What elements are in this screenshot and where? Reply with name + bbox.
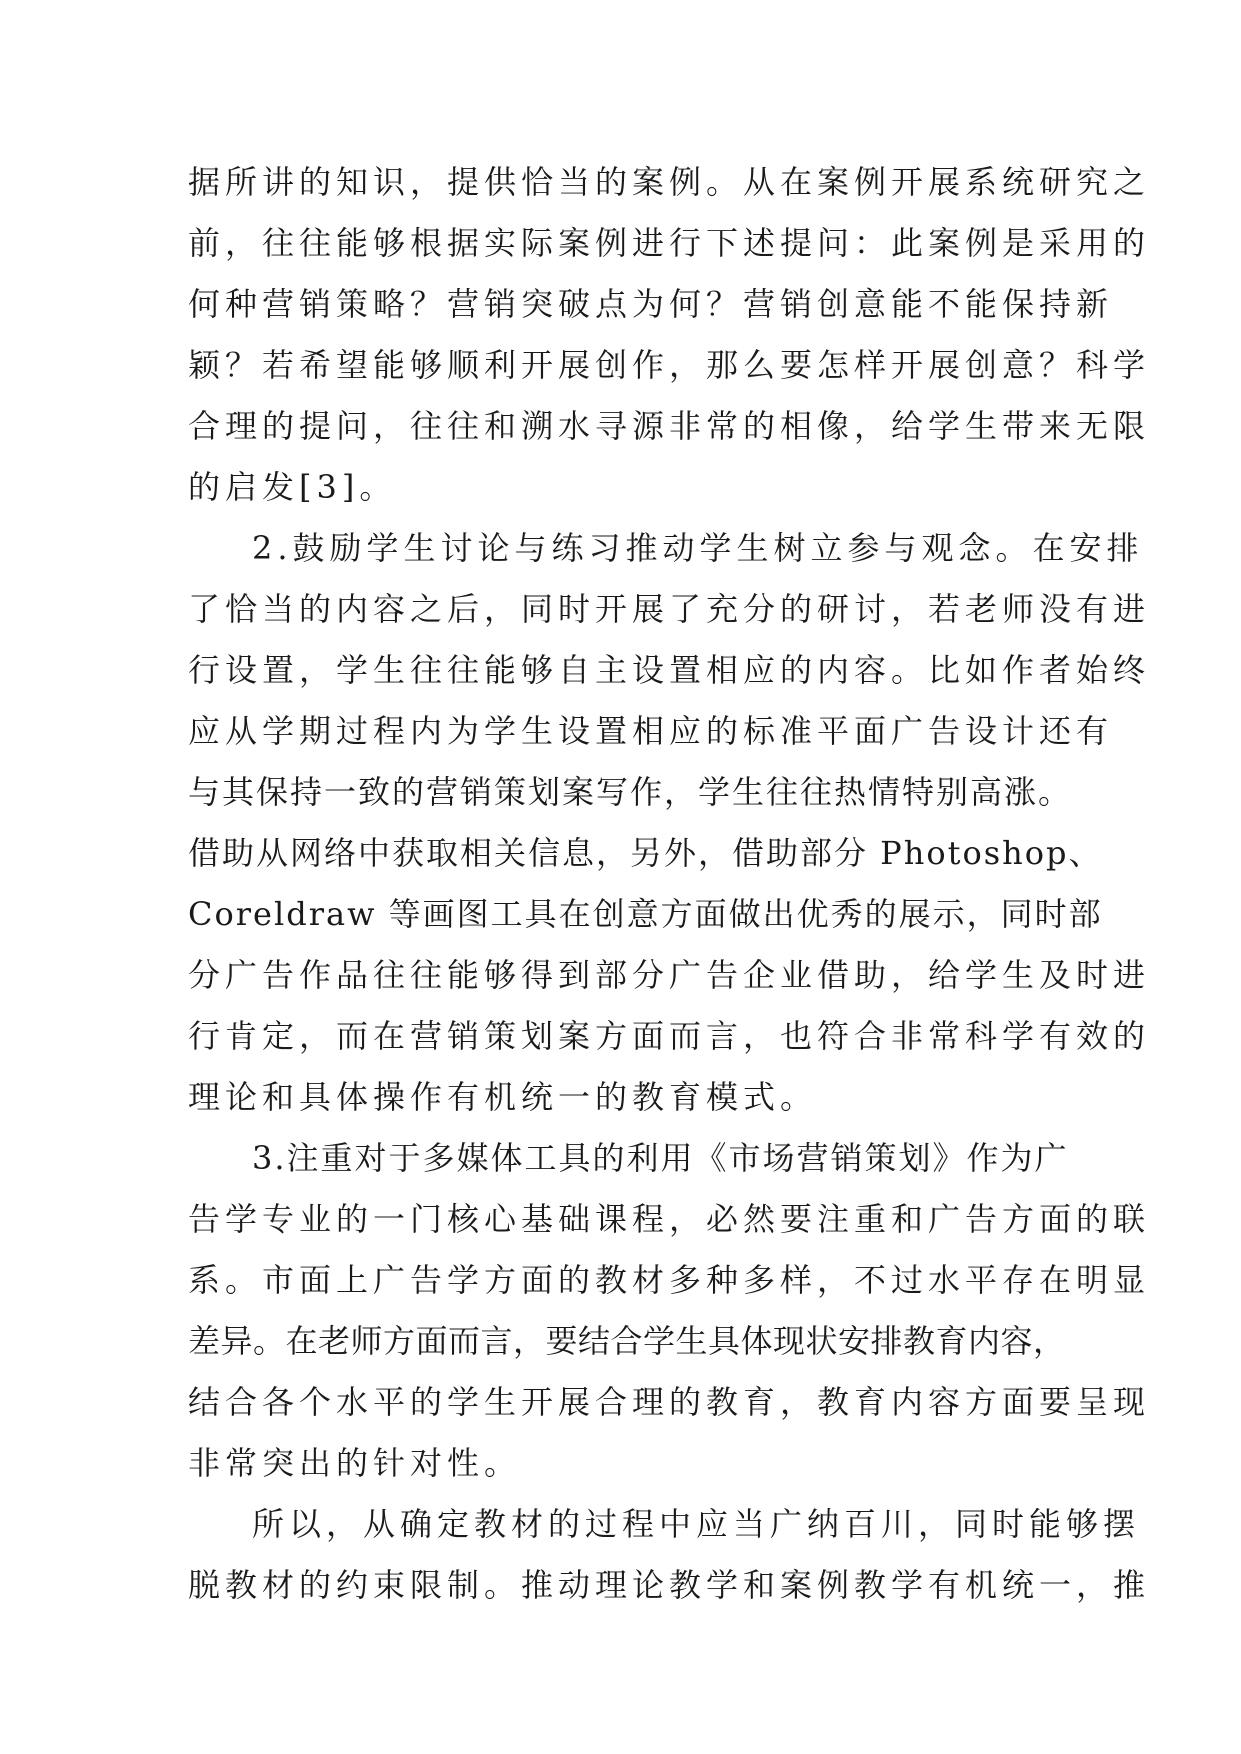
text-line: 何种营销策略？营销突破点为何？营销创意能不能保持新: [188, 285, 1114, 323]
text-line: 行肯定，而在营销策划案方面而言，也符合非常科学有效的: [188, 1017, 1151, 1055]
text-line: 系。市面上广告学方面的教材多种多样，不过水平存在明显: [188, 1261, 1151, 1299]
text-line: 非常突出的针对性。: [188, 1444, 522, 1482]
text-line: 据所讲的知识，提供恰当的案例。从在案例开展系统研究之: [188, 163, 1151, 201]
text-line: Coreldraw 等画图工具在创意方面做出优秀的展示，同时部: [188, 895, 1103, 933]
text-line: 的启发[3]。: [188, 468, 397, 506]
text-line: 结合各个水平的学生开展合理的教育，教育内容方面要呈现: [188, 1383, 1151, 1421]
text-line: 告学专业的一门核心基础课程，必然要注重和广告方面的联: [188, 1200, 1151, 1238]
text-line: 借助从网络中获取相关信息，另外，借助部分 Photoshop、: [188, 834, 1103, 872]
paragraph-start: 所以，从确定教材的过程中应当广纳百川，同时能够摆: [252, 1505, 1141, 1543]
text-line: 应从学期过程内为学生设置相应的标准平面广告设计还有: [188, 712, 1114, 750]
text-line: 颖？若希望能够顺利开展创作，那么要怎样开展创意？科学: [188, 346, 1151, 384]
text-line: 合理的提问，往往和溯水寻源非常的相像，给学生带来无限: [188, 407, 1151, 445]
text-line: 与其保持一致的营销策划案写作，学生往往热情特别高涨。: [188, 773, 1073, 811]
text-line: 分广告作品往往能够得到部分广告企业借助，给学生及时进: [188, 956, 1151, 994]
text-line: 了恰当的内容之后，同时开展了充分的研讨，若老师没有进: [188, 590, 1151, 628]
body-text: [188, 152, 1151, 1616]
paragraph-heading-2: 2.鼓励学生讨论与练习推动学生树立参与观念。在安排: [252, 529, 1144, 567]
text-line: 前，往往能够根据实际案例进行下述提问：此案例是采用的: [188, 224, 1151, 262]
paragraph-heading-3: 3.注重对于多媒体工具的利用《市场营销策划》作为广: [252, 1139, 1069, 1177]
text-line: 脱教材的约束限制。推动理论教学和案例教学有机统一，推: [188, 1566, 1151, 1604]
text-line: 行设置，学生往往能够自主设置相应的内容。比如作者始终: [188, 651, 1151, 689]
text-line: 差异。在老师方面而言，要结合学生具体现状安排教育内容，: [188, 1322, 1066, 1360]
text-line: 理论和具体操作有机统一的教育模式。: [188, 1078, 818, 1116]
